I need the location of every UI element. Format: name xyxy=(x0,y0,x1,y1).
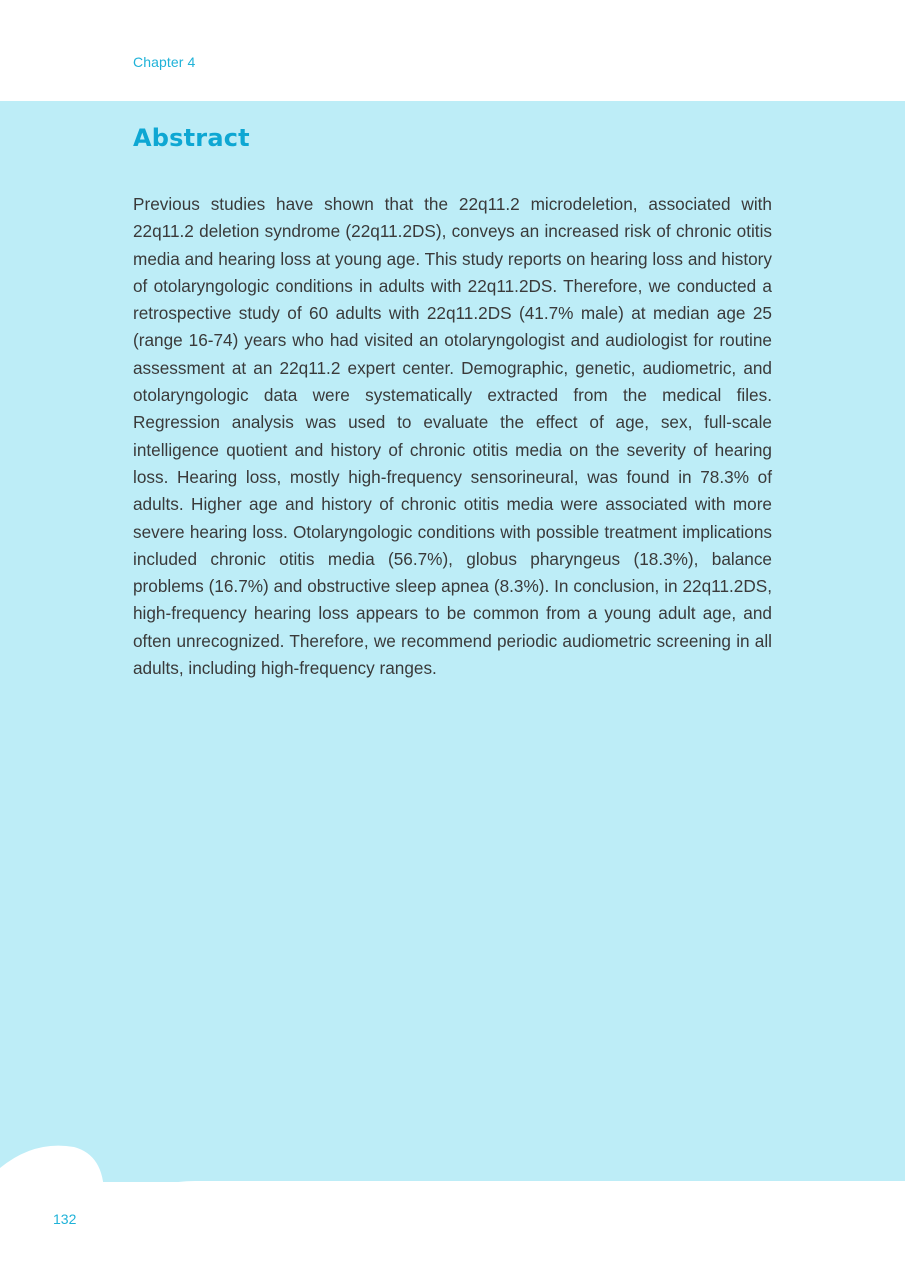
abstract-body: Previous studies have shown that the 22q11.2 microdeletion, associated with 22q11.2 deletion syndrome (22q11.2DS), conveys an increased risk of chronic otitis media and hearing loss at young age. This study reports on hearing loss and history of otolaryngologic conditions in adults with 22q11.2DS. Therefore, we conducted a retrospective study of 60 adults with 22q11.2DS (41.7% male) at median age 25 (range 16-74) years who had visited an otolaryngologist and audiologist for routine assessment at an 22q11.2 expert center. Demographic, genetic, audiometric, and otolaryngologic data were systematically extracted from the medical files. Regression analysis was used to evaluate the effect of age, sex, full-scale intelligence quotient and history of chronic otitis media on the severity of hearing loss. Hearing loss, mostly high-frequency sensorineural, was found in 78.3% of adults. Higher age and history of chronic otitis media were associated with more severe hearing loss. Otolaryngologic conditions with possible treatment implications included chronic otitis media (56.7%), globus pharyngeus (18.3%), balance problems (16.7%) and obstructive sleep apnea (8.3%). In conclusion, in 22q11.2DS, high-frequency hearing loss appears to be common from a young adult age, and often unrecognized. Therefore, we recommend periodic audiometric screening in all adults, including high-frequency ranges. xyxy=(133,194,772,679)
page-number: 132 xyxy=(53,1211,77,1227)
abstract-title: Abstract xyxy=(133,124,250,152)
panel-wave-decoration xyxy=(0,1100,905,1280)
chapter-label: Chapter 4 xyxy=(133,54,196,70)
